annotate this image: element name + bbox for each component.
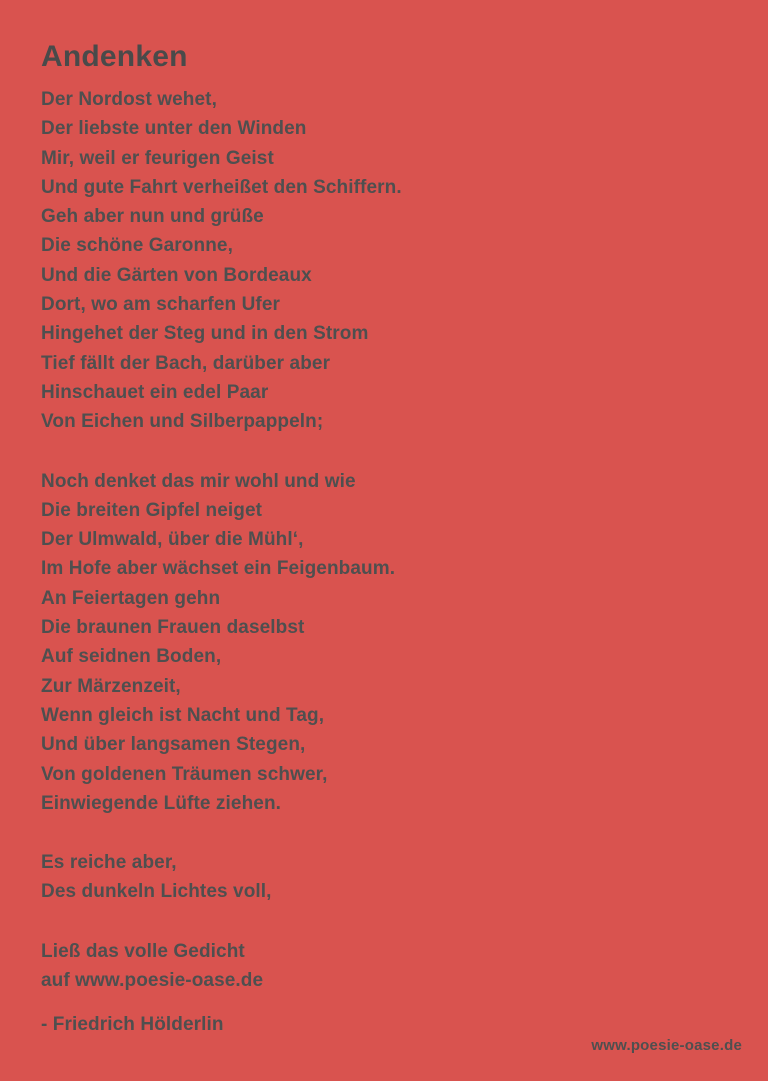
poem-line: Im Hofe aber wächset ein Feigenbaum.: [41, 558, 396, 580]
poem-line: Dort, wo am scharfen Ufer: [41, 294, 280, 316]
poem-stanza: [41, 848, 728, 907]
poem-line: Die breiten Gipfel neiget: [41, 499, 263, 521]
poem-line: Tief fällt der Bach, darüber aber: [41, 352, 331, 374]
poem-line: Wenn gleich ist Nacht und Tag,: [41, 704, 325, 726]
poem-line: Der liebste unter den Winden: [41, 118, 307, 140]
poem-line: Von Eichen und Silberpappeln;: [41, 411, 324, 433]
poem-line: Und über langsamen Stegen,: [41, 734, 306, 756]
poem-line: Es reiche aber,: [41, 852, 177, 874]
poem-line: Noch denket das mir wohl und wie: [41, 470, 356, 492]
poem-line: Und die Gärten von Bordeaux: [41, 264, 312, 286]
poem-line: Die schöne Garonne,: [41, 235, 233, 257]
page-title: Andenken: [41, 40, 188, 73]
poem-line: Des dunkeln Lichtes voll,: [41, 881, 272, 903]
promo-line: Ließ das volle Gedicht: [41, 940, 245, 962]
poem-line: An Feiertagen gehn: [41, 587, 221, 609]
poem-line: Hinschauet ein edel Paar: [41, 381, 269, 403]
poem-line: Hingehet der Steg und in den Strom: [41, 323, 369, 345]
poem-line: Der Nordost wehet,: [41, 89, 217, 110]
poem-line: Der Ulmwald, über die Mühl‘,: [41, 529, 304, 551]
poem-line: Geh aber nun und grüße: [41, 206, 264, 228]
footer-website-url[interactable]: www.poesie-oase.de: [591, 1037, 742, 1054]
poem-line: Und gute Fahrt verheißet den Schiffern.: [41, 176, 402, 198]
poem-line: Mir, weil er feurigen Geist: [41, 147, 274, 169]
promo-url-line[interactable]: auf www.poesie-oase.de: [41, 970, 264, 992]
poem-line: Einwiegende Lüfte ziehen.: [41, 792, 282, 814]
poem-line: Auf seidnen Boden,: [41, 646, 222, 668]
poem-stanza: [41, 467, 728, 819]
poem-stanza: [41, 85, 728, 437]
poem-stanza-promo: [41, 937, 728, 996]
poem-body: [41, 40, 728, 995]
poem-line: Zur Märzenzeit,: [41, 675, 181, 697]
poem-line: Die braunen Frauen daselbst: [41, 617, 305, 639]
poem-line: Von goldenen Träumen schwer,: [41, 763, 328, 785]
author-signature: - Friedrich Hölderlin: [41, 1014, 224, 1035]
